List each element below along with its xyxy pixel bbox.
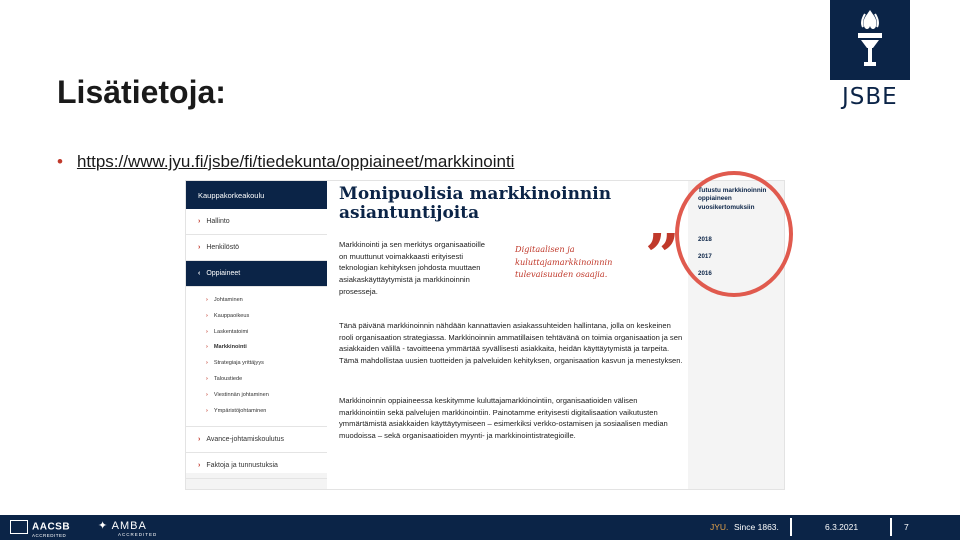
annual-report-link[interactable]: 2017 — [698, 253, 712, 260]
aacsb-label: AACSB — [32, 521, 71, 533]
chevron-right-icon: › — [206, 375, 208, 382]
footer-bar — [0, 515, 960, 540]
annual-report-link[interactable]: 2018 — [698, 236, 712, 243]
chevron-right-icon: › — [198, 436, 201, 444]
sidebar-item-label: Avance-johtamiskoulutus — [206, 436, 285, 444]
chevron-right-icon: › — [206, 391, 208, 398]
chevron-right-icon: › — [198, 218, 201, 225]
sidebar-subitem-label: Kauppaoikeus — [213, 312, 250, 319]
sidebar-subitem-label: Laskentatoimi — [213, 328, 249, 335]
sidebar-item-hallinto[interactable] — [186, 209, 327, 235]
sidebar-subitem-label: Ympäristöjohtaminen — [213, 407, 267, 414]
chevron-right-icon: › — [198, 462, 201, 470]
sidebar-item-faktoja[interactable] — [186, 453, 327, 479]
slide-title: Lisätietoja: — [57, 74, 226, 110]
pull-quote: Digitaalisen ja kuluttajamarkkinoinnin tulevaisuuden osaajia. — [515, 244, 613, 279]
torch-icon — [852, 8, 888, 70]
footer-divider — [790, 518, 792, 536]
quote-mark-icon: ” — [645, 222, 680, 292]
footer-date: 6.3.2021 — [825, 522, 859, 532]
amba-label: AMBA — [111, 520, 147, 532]
jyu-logo — [830, 0, 910, 80]
sidebar-subitem-label: Strategiaja yrittäjyys — [213, 360, 264, 367]
chevron-right-icon: › — [206, 360, 208, 367]
highlight-circle — [675, 171, 793, 297]
sidebar-item-label: Oppiaineet — [206, 270, 241, 277]
main-content — [327, 181, 688, 490]
annual-report-link[interactable]: 2016 — [698, 270, 712, 277]
sidebar-subitem[interactable] — [186, 325, 327, 341]
sidebar-subitem[interactable] — [186, 356, 327, 372]
sidebar-subitem-label: Johtaminen — [213, 297, 243, 303]
chevron-right-icon: › — [206, 297, 208, 303]
aacsb-logo-icon — [10, 520, 28, 534]
jsbe-logo-text: JSBE — [842, 84, 898, 110]
sidebar-subitem-label: Viestinnän johtaminen — [213, 391, 269, 398]
sidebar-subitem[interactable] — [186, 404, 327, 420]
markkinointi-link[interactable]: https://www.jyu.fi/jsbe/fi/tiedekunta/oppiaineet/markkinointi — [76, 152, 515, 171]
since-label: Since 1863. — [734, 522, 779, 532]
page-heading: Monipuolisia markkinoinnin asiantuntijoita — [339, 184, 612, 223]
bullet-item — [57, 152, 514, 172]
sidebar-subitem-label: Taloustiede — [213, 375, 243, 382]
chevron-right-icon: › — [206, 328, 208, 335]
sidebar-subitem[interactable] — [186, 293, 327, 309]
body-paragraph: Tänä päivänä markkinoinnin nähdään kannattavien asiakassuhteiden hallintana, jolla on keskeinen rooli organisaation strategiassa. Markkinoinnin ammatillaisen tehtävänä on toimia organisaation ja sen asiakkaiden välillä - tavoitteena ymmärtää syvällisesti asiakkaita, heidän käyttäytymistä ja tarpeita. Tämä mahdollistaa uusien tuotteiden ja palveluiden kehityksen, organisaation kasvun ja menestyksen. — [339, 321, 683, 366]
page-number: 7 — [904, 522, 909, 532]
sidebar-subitem[interactable] — [186, 388, 327, 404]
sidebar-subitem-label: Markkinointi — [213, 344, 247, 351]
jyu-label: JYU. — [710, 522, 729, 532]
body-paragraph: Markkinoinnin oppiaineessa keskitymme kuluttajamarkkinointiin, organisaatioiden välisen markkinointiin sekä palvelujen markkinointiin. Painotamme erityisesti digitalisaation vaikutusten ymmärtämistä asiakkaiden käyttäytymiseen – esimerkiksi verkko-ostamisen ja sosiaalisen median muodoissa – sekä organisaatioiden myynti- ja markkinointistrategioille. — [339, 396, 668, 441]
sidebar-subitem[interactable] — [186, 309, 327, 325]
sidebar-item-henkilosto[interactable] — [186, 235, 327, 261]
sidebar-item-label: Henkilöstö — [206, 244, 240, 251]
amba-sub-label: ACCREDITED — [118, 532, 158, 537]
aacsb-sub-label: ACCREDITED — [32, 533, 67, 538]
amba-logo-icon: ✦ — [98, 520, 109, 532]
intro-paragraph: Markkinointi ja sen merkitys organisaatioille on muuttunut voimakkaasti erityisesti teknologian kehityksen johdosta muuttaen asiakaskäyttäytymistä ja markkinoinnin prosesseja. — [339, 240, 486, 296]
chevron-right-icon: › — [198, 244, 201, 251]
sidebar-item-avance[interactable] — [186, 427, 327, 453]
aacsb-badge — [10, 520, 71, 538]
sidebar-header[interactable]: Kauppakorkeakoulu — [186, 181, 327, 209]
amba-badge — [98, 519, 158, 537]
sidebar-subitem-markkinointi[interactable] — [186, 340, 327, 356]
sidebar-nav — [186, 181, 327, 473]
sidebar-item-label: Faktoja ja tunnustuksia — [206, 462, 278, 470]
sidebar-item-label: Hallinto — [206, 218, 230, 225]
divider — [186, 419, 327, 427]
annual-reports-heading: Tutustu markkinoinnin oppiaineen vuosikertomuksiin — [698, 187, 767, 211]
chevron-right-icon: › — [206, 407, 208, 414]
chevron-right-icon: › — [206, 312, 208, 319]
sidebar-item-oppiaineet[interactable] — [186, 261, 327, 287]
chevron-down-icon: ‹ — [198, 270, 201, 277]
footer-divider — [890, 518, 892, 536]
bullet-icon: • — [57, 152, 63, 171]
chevron-right-icon: › — [206, 344, 208, 351]
sidebar-subitem[interactable] — [186, 372, 327, 388]
